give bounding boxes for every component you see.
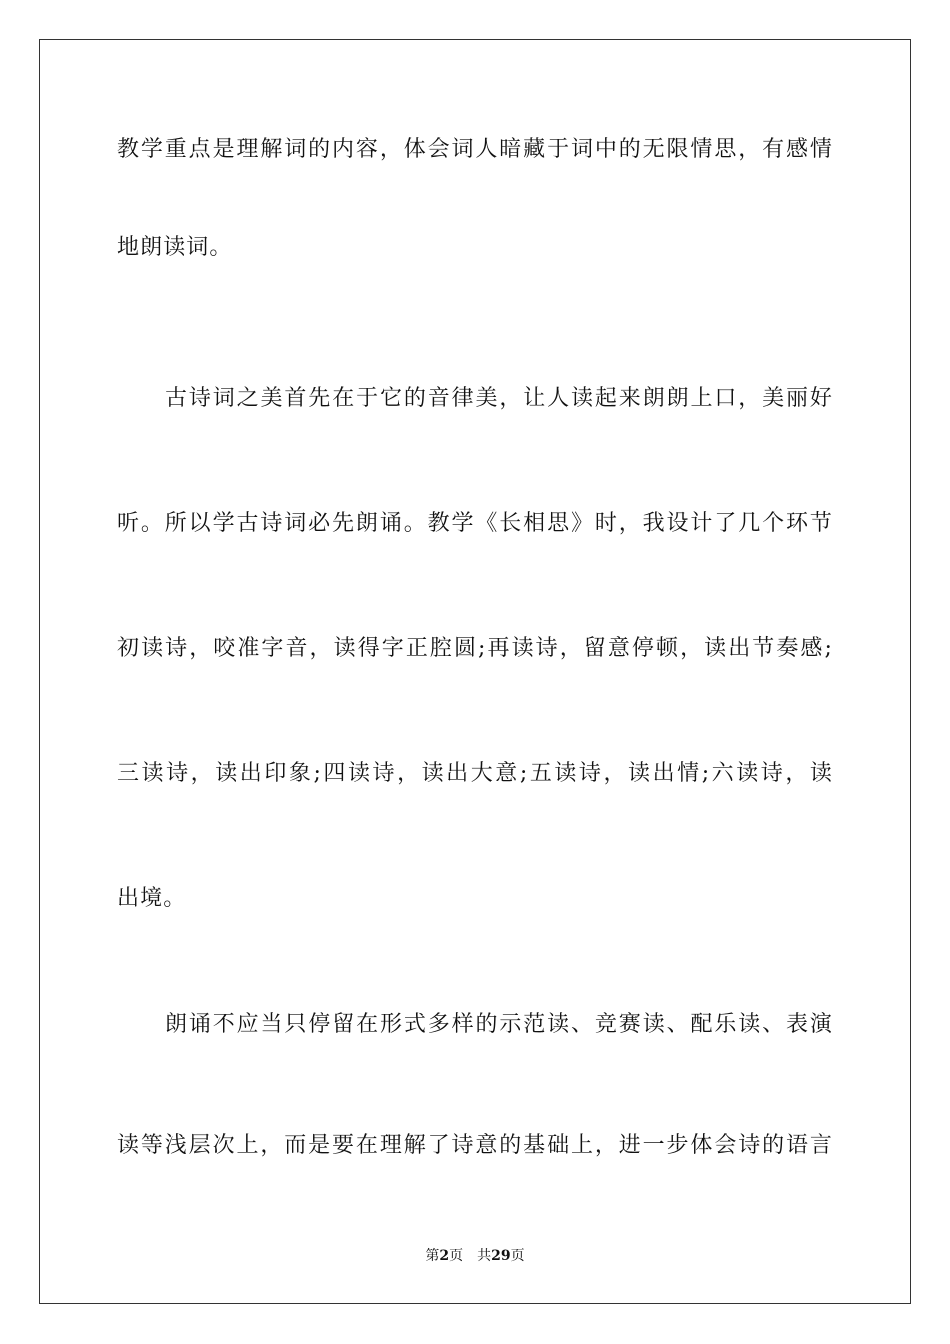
text-line-6: 三读诗，读出印象;四读诗，读出大意;五读诗，读出情;六读诗，读: [117, 761, 833, 786]
total-suffix: 页: [510, 1248, 525, 1264]
text-line-8: 朗诵不应当只停留在形式多样的示范读、竞赛读、配乐读、表演: [165, 1012, 833, 1037]
text-line-3: 古诗词之美首先在于它的音律美，让人读起来朗朗上口，美丽好: [165, 386, 833, 411]
total-prefix: 共: [477, 1248, 492, 1264]
page-border: [39, 39, 911, 1304]
text-line-4: 听。所以学古诗词必先朗诵。教学《长相思》时，我设计了几个环节: [117, 511, 833, 536]
page-suffix: 页: [449, 1248, 464, 1264]
text-line-1: 教学重点是理解词的内容，体会词人暗藏于词中的无限情思，有感情: [117, 137, 833, 162]
page-prefix: 第: [425, 1248, 440, 1264]
page-footer: [0, 1246, 950, 1266]
text-line-5: 初读诗，咬准字音，读得字正腔圆;再读诗，留意停顿，读出节奏感;: [117, 636, 833, 661]
text-line-9: 读等浅层次上，而是要在理解了诗意的基础上，进一步体会诗的语言: [117, 1133, 833, 1158]
total-pages: 29: [491, 1248, 511, 1264]
page-number: 2: [439, 1248, 450, 1264]
text-line-7: 出境。: [117, 886, 187, 911]
text-line-2: 地朗读词。: [117, 235, 233, 260]
